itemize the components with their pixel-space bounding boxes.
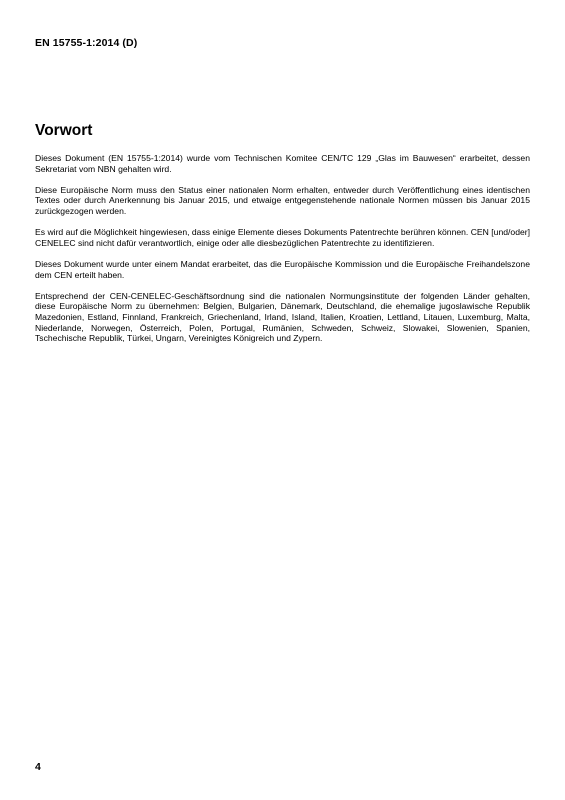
- foreword-body: [35, 153, 530, 354]
- paragraph-national-status: Diese Europäische Norm muss den Status einer nationalen Norm erhalten, entweder durch Veröffentlichung eines identischen Textes oder durch Anerkennung bis Januar 2015, und etwaige entgegenstehende nationale Normen müssen bis Januar 2015 zurückgezogen werden.: [35, 184, 530, 216]
- paragraph-adopting-countries: Entsprechend der CEN-CENELEC-Geschäftsordnung sind die nationalen Normungsinstitute der folgenden Länder gehalten, diese Europäische Norm zu übernehmen: Belgien, Bulgarien, Dänemark, Deutschland, die ehemalige jugoslawische Republik Mazedonien, Estland, Finnland, Frankreich, Griechenland, Irland, Island, Italien, Kroatien, Lettland, Litauen, Luxemburg, Malta, Niederlande, Norwegen, Österreich, Polen, Portugal, Rumänien, Schweden, Schweiz, Slowakei, Slowenien, Spanien, Tschechische Republik, Türkei, Ungarn, Vereinigtes Königreich und Zypern.: [35, 290, 530, 344]
- paragraph-patent-rights: Es wird auf die Möglichkeit hingewiesen, dass einige Elemente dieses Dokuments Patentrechte berühren können. CEN [und/oder] CENELEC sind nicht dafür verantwortlich, einige oder alle diesbezüglichen Patentrechte zu identifizieren.: [35, 227, 530, 248]
- paragraph-document-origin: Dieses Dokument (EN 15755-1:2014) wurde vom Technischen Komitee CEN/TC 129 „Glas im Bauwesen“ erarbeitet, dessen Sekretariat vom NBN gehalten wird.: [35, 153, 530, 174]
- page-number: 4: [35, 761, 41, 773]
- document-id-header: EN 15755-1:2014 (D): [35, 37, 138, 49]
- paragraph-mandate: Dieses Dokument wurde unter einem Mandat erarbeitet, das die Europäische Kommission und die Europäische Freihandelszone dem CEN erteilt haben.: [35, 258, 530, 280]
- section-title: Vorwort: [35, 122, 93, 139]
